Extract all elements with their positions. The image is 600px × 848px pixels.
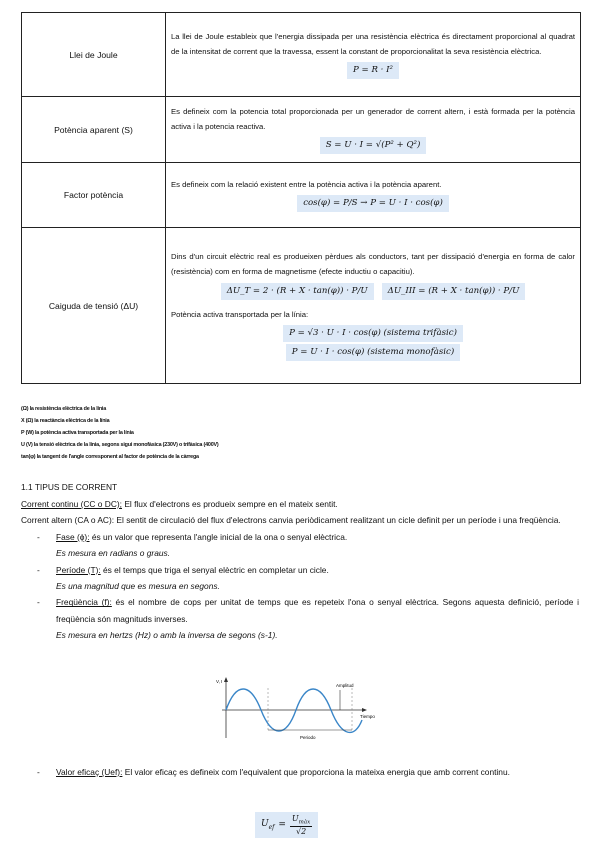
effective-value-formula: $U_{ef}$ = $\frac{U_{màx}}{√2}$	[255, 812, 318, 838]
item-label: Període (T):	[56, 564, 101, 575]
description-text: La llei de Joule estableix que l'energia dissipada per una resistència elèctrica és directament proporcional al quadrat de la intensitat de corrent que la travessa, essent la constant de proporcionalitat la seva resistència elèctrica.	[171, 32, 575, 56]
cc-paragraph	[21, 496, 579, 512]
cc-text: El flux d'electrons es produeix sempre en el mateix sentit.	[122, 499, 338, 509]
table-row	[22, 97, 581, 163]
section-body	[21, 496, 579, 644]
voltage-drop-mono-formula: ΔU_III = (R + X · tan(φ)) · P/U	[382, 283, 526, 300]
time-label: Tiempo	[360, 714, 375, 719]
term-cell: Llei de Joule	[22, 13, 166, 97]
transported-power-subtitle: Potència activa transportada per la línia:	[171, 310, 309, 320]
value-axis-arrow	[224, 677, 228, 682]
joule-formula: P = R · I²	[347, 62, 399, 79]
list-item: - Freqüència (f): és el nombre de cops per unitat de temps que es repeteix l'ona o senyal elèctrica. Segons aquesta definició, període i freqüència són magnituds inverses. Es mesura en hertzs (Hz) o amb la inversa de segons (s-1).	[37, 597, 579, 641]
item-note: Es mesura en hertzs (Hz) o amb la inversa de segons (s-1).	[56, 630, 278, 641]
definitions-table	[21, 12, 581, 384]
item-text: és el nombre de cops per unitat de temps que es repeteix l'ona o senyal elèctrica. Segons aquesta definició, període i freqüència són magnituds inverses.	[56, 597, 579, 624]
voltage-drop-tri-formula: ΔU_T = 2 · (R + X · tan(φ)) · P/U	[221, 283, 374, 300]
item-text: El valor eficaç es defineix com l'equivalent que proporciona la mateixa energia que amb corrent continu.	[122, 767, 510, 777]
list-item: - Fase (ϕ): és un valor que representa l'angle inicial de la ona o senyal elèctrica. Es mesura en radians o graus.	[37, 531, 348, 559]
ca-text: El sentit de circulació del flux d'electrons canvia periòdicament realitzant un cicle definit per un període i una freqüència.	[114, 515, 561, 526]
term-cell: Caiguda de tensió (ΔU)	[22, 228, 166, 384]
note-line: U (V) la tensió elèctrica de la línia, segons sigui monofàsica (230V) o trifàsica (400V)	[21, 441, 219, 448]
cc-label: Corrent continu (CC o DC);	[21, 499, 122, 509]
description-cell	[166, 97, 581, 163]
note-line: P (W) la potència activa transportada per la línia	[21, 429, 134, 436]
description-text: Es defineix com la relació existent entre la potència activa i la potència aparent.	[171, 180, 442, 190]
voltage-drop-formulas	[171, 283, 575, 300]
description-cell	[166, 13, 581, 97]
list-item: - Valor eficaç (Uef): El valor eficaç es defineix com l'equivalent que proporciona la mateixa energia que amb corrent continu.	[37, 767, 510, 777]
ueff-fraction: $\frac{U_{màx}}{√2}$	[291, 814, 311, 836]
item-text: és el temps que triga el senyal elèctric en completar un cicle.	[100, 564, 329, 575]
effective-value-item	[21, 764, 579, 780]
description-cell	[166, 163, 581, 228]
section-title: 1.1 TIPUS DE CORRENT	[21, 482, 118, 492]
period-label: Periodo	[300, 735, 316, 740]
note-line: X (Ω) la reactància elèctrica de la línia	[21, 417, 110, 424]
variable-notes	[21, 404, 219, 464]
time-axis-arrow	[362, 708, 367, 712]
table-row	[22, 163, 581, 228]
active-power-mono-formula: P = U · I · cos(φ) (sistema monofàsic)	[286, 344, 460, 361]
sine-wave-figure	[212, 676, 380, 746]
table-row	[22, 13, 581, 97]
item-label: Freqüència (f):	[56, 597, 112, 608]
list-item: - Període (T): és el temps que triga el senyal elèctric en completar un cicle. Es una magnitud que es mesura en segons.	[37, 564, 329, 592]
item-note: Es mesura en radians o graus.	[56, 548, 171, 559]
y-axis-label: V, I	[216, 679, 223, 684]
ac-properties-list	[21, 529, 579, 644]
ca-paragraph	[21, 512, 579, 528]
table-row	[22, 228, 581, 384]
ueff-lhs: $U_{ef}$	[261, 818, 275, 831]
description-cell	[166, 228, 581, 384]
item-text: és un valor que representa l'angle inicial de la ona o senyal elèctrica.	[89, 531, 348, 542]
description-text: Es defineix com la potencia total proporcionada per un generador de corrent altern, i està formada per la potència activa i la potencia reactiva.	[171, 107, 575, 131]
amplitude-label: Amplitud	[336, 683, 354, 688]
note-line: tan(φ) la tangent de l'angle corresponent al factor de potència de la càrrega	[21, 453, 199, 460]
item-label: Fase (ϕ):	[56, 531, 90, 542]
apparent-power-formula: S = U · I = √(P² + Q²)	[320, 137, 427, 154]
active-power-tri-formula: P = √3 · U · I · cos(φ) (sistema trifàsic)	[283, 325, 463, 342]
term-cell: Potència aparent (S)	[22, 97, 166, 163]
description-text: Dins d'un circuit elèctric real es produeixen pèrdues als conductors, tant per dissipació d'energia en forma de calor (resistència) com en forma de magnetisme (efecte inductiu o capacitiu).	[171, 252, 575, 276]
term-cell: Factor potència	[22, 163, 166, 228]
note-line: (Ω) la resistència elèctrica de la línia	[21, 406, 107, 412]
ca-label: Corrent altern (CA o AC):	[21, 515, 115, 526]
power-factor-formula: cos(φ) = P/S → P = U · I · cos(φ)	[297, 195, 449, 212]
sine-curve	[226, 689, 362, 732]
item-note: Es una magnitud que es mesura en segons.	[56, 581, 220, 592]
item-label: Valor eficaç (Uef):	[56, 767, 123, 777]
sine-wave-graphic	[212, 676, 380, 746]
